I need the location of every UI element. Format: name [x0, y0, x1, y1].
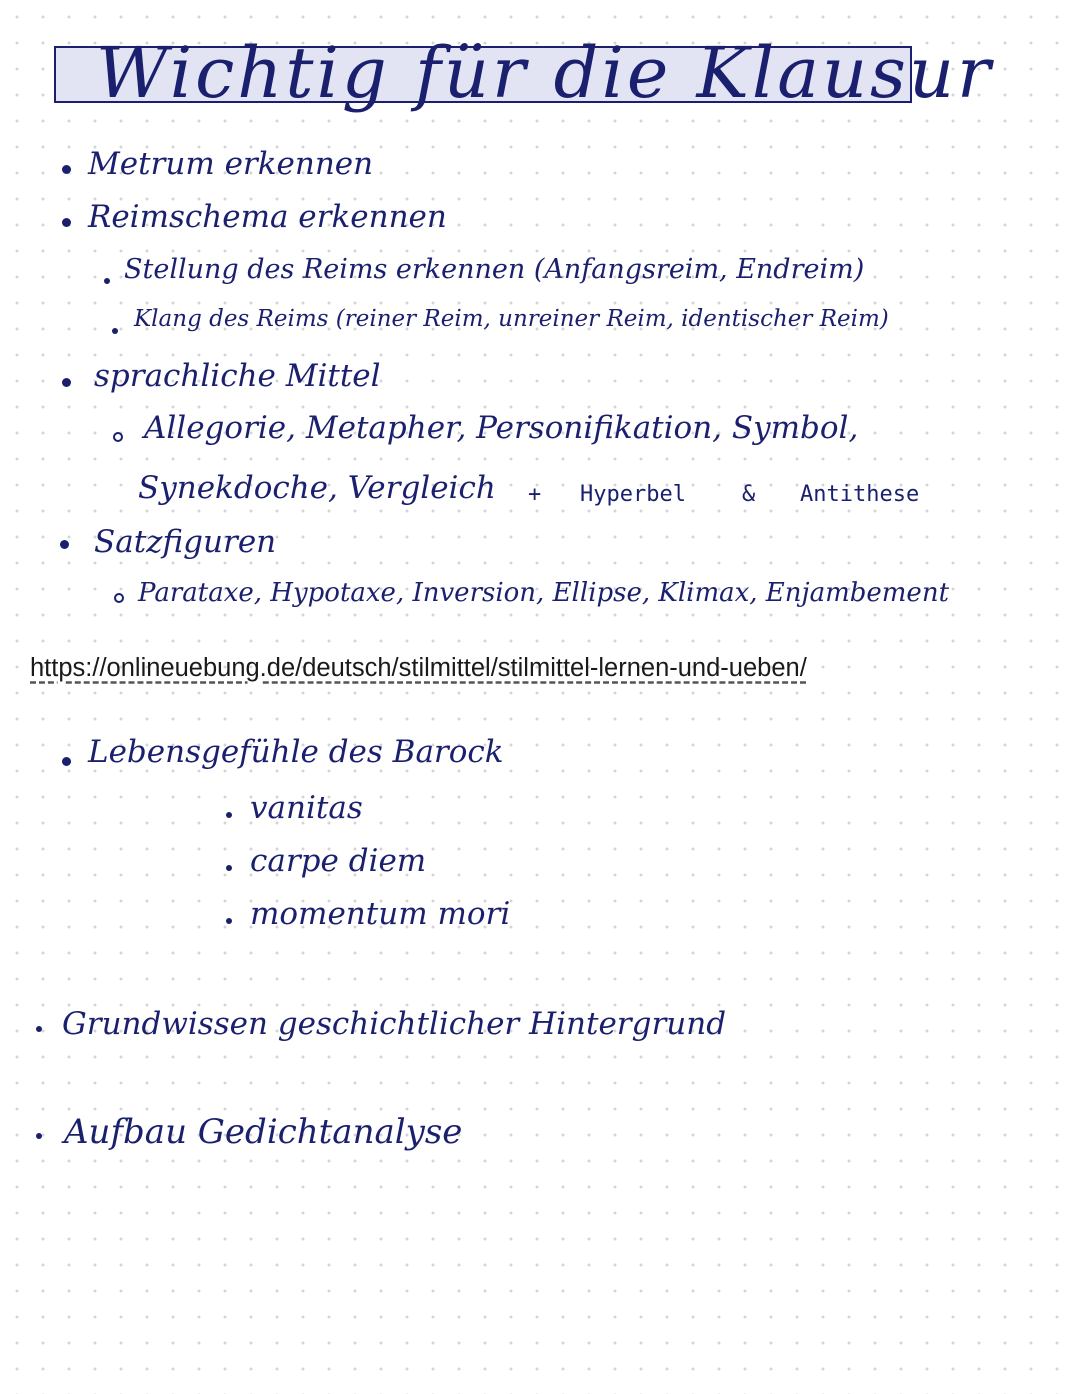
item-metrum: Metrum erkennen — [88, 146, 374, 182]
item-grundwissen: Grundwissen geschichtlicher Hintergrund — [62, 1006, 727, 1042]
bullet — [62, 165, 71, 174]
bullet — [104, 278, 110, 284]
bullet — [113, 432, 123, 442]
item-klang: Klang des Reims (reiner Reim, unreiner Reim, identischer Reim) — [134, 306, 889, 332]
bullet — [112, 328, 118, 334]
bullet — [62, 757, 71, 766]
bullet — [226, 865, 232, 871]
item-ampersand: & — [742, 482, 756, 507]
bullet — [62, 218, 71, 227]
item-plus: + — [528, 482, 542, 507]
item-reimschema: Reimschema erkennen — [88, 199, 447, 235]
item-stellung: Stellung des Reims erkennen (Anfangsreim, Endreim) — [124, 254, 865, 285]
bullet — [62, 378, 71, 387]
reference-link[interactable]: https://onlineuebung.de/deutsch/stilmittel/stilmittel-lernen-und-ueben/ — [30, 654, 807, 682]
item-mittel-line-1: Allegorie, Metapher, Personifikation, Symbol, — [144, 410, 859, 446]
item-momentum-mori: momentum mori — [250, 896, 511, 932]
item-hyperbel: Hyperbel — [580, 482, 686, 507]
bullet — [60, 540, 69, 549]
item-carpe-diem: carpe diem — [250, 843, 427, 879]
item-antithese: Antithese — [800, 482, 920, 507]
bullet — [36, 1026, 42, 1032]
bullet — [114, 593, 124, 603]
item-satzfiguren-list: Parataxe, Hypotaxe, Inversion, Ellipse, Klimax, Enjambement — [138, 578, 950, 608]
item-aufbau: Aufbau Gedichtanalyse — [64, 1112, 463, 1152]
bullet — [226, 812, 232, 818]
item-mittel-line-2: Synekdoche, Vergleich — [138, 470, 496, 506]
item-vanitas: vanitas — [250, 790, 363, 826]
bullet — [226, 918, 232, 924]
item-satzfiguren: Satzfiguren — [94, 524, 277, 560]
item-lebensgefuehle: Lebensgefühle des Barock — [88, 734, 504, 770]
item-sprachliche-mittel: sprachliche Mittel — [94, 358, 381, 394]
page-title: Wichtig für die Klausur — [96, 32, 994, 114]
bullet — [36, 1133, 42, 1139]
